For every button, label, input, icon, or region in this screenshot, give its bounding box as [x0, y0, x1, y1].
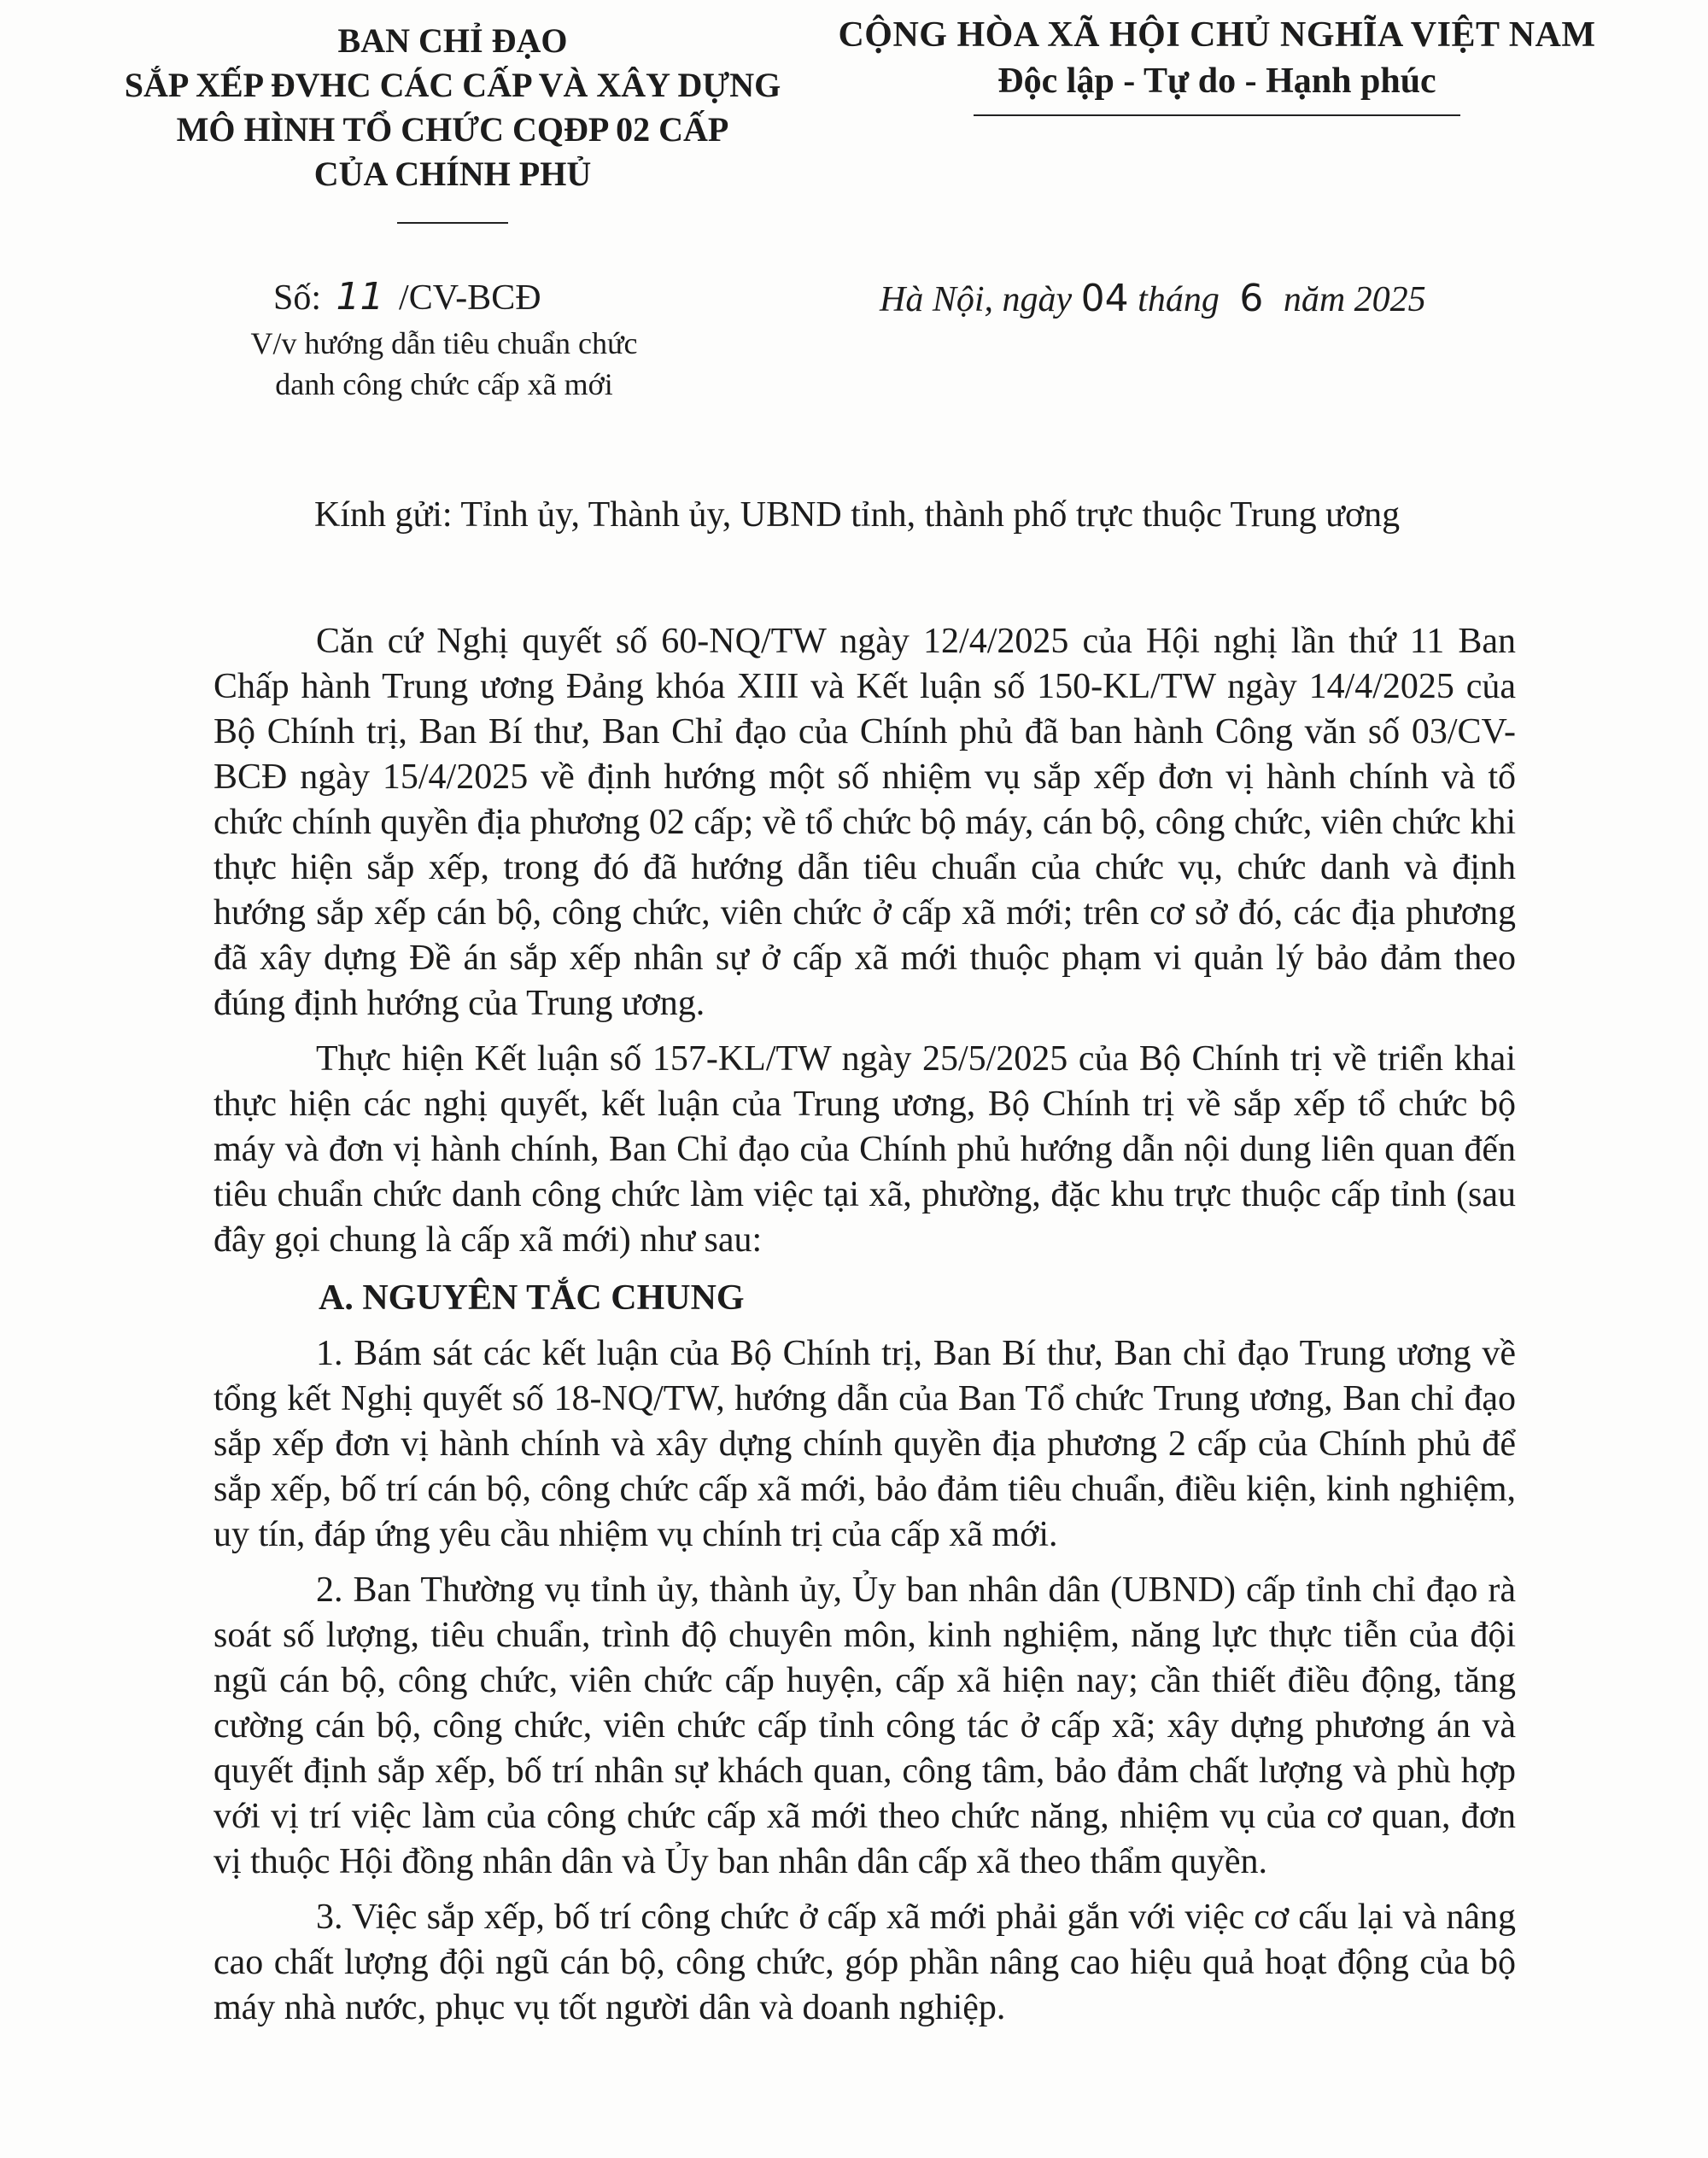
document-body	[214, 619, 1516, 2041]
body-paragraph: Căn cứ Nghị quyết số 60-NQ/TW ngày 12/4/2025 của Hội nghị lần thứ 11 Ban Chấp hành Trung ương Đảng khóa XIII và Kết luận số 150-KL/TW ngày 14/4/2025 của Bộ Chính trị, Ban Bí thư, Ban Chỉ đạo của Chính phủ đã ban hành Công văn số 03/CV-BCĐ ngày 15/4/2025 về định hướng một số nhiệm vụ sắp xếp đơn vị hành chính và tổ chức chính quyền địa phương 02 cấp; về tổ chức bộ máy, cán bộ, công chức, viên chức khi thực hiện sắp xếp, trong đó đã hướng dẫn tiêu chuẩn của chức vụ, chức danh và định hướng sắp xếp cán bộ, công chức, viên chức ở cấp xã mới; trên cơ sở đó, các địa phương đã xây dựng Đề án sắp xếp nhân sự ở cấp xã mới thuộc phạm vi quản lý bảo đảm theo đúng định hướng của Trung ương.	[214, 622, 1516, 1023]
date-place: Hà Nội, ngày	[880, 280, 1073, 319]
section-a-heading: A. NGUYÊN TẮC CHUNG	[319, 1278, 745, 1318]
section-a-item: 2. Ban Thường vụ tỉnh ủy, thành ủy, Ủy ban nhân dân (UBND) cấp tỉnh chỉ đạo rà soát số lượng, tiêu chuẩn, trình độ chuyên môn, kinh nghiệm, năng lực thực tiễn của đội ngũ cán bộ, công chức, viên chức cấp huyện, cấp xã hiện nay; cần thiết điều động, tăng cường cán bộ, công chức, viên chức cấp tỉnh công tác ở cấp xã; xây dựng phương án và quyết định sắp xếp, bố trí nhân sự khách quan, công tâm, bảo đảm chất lượng và phù hợp với vị trí việc làm của công chức cấp xã mới theo chức năng, nhiệm vụ của cơ quan, đơn vị thuộc Hội đồng nhân dân và Ủy ban nhân dân cấp xã theo thẩm quyền.	[214, 1570, 1516, 1881]
doc-number-handwritten: 11	[336, 275, 384, 319]
date-year: năm 2025	[1283, 280, 1426, 319]
agency-line: CỦA CHÍNH PHỦ	[313, 155, 592, 193]
motto-underline	[974, 114, 1460, 116]
national-motto: Độc lập - Tự do - Hạnh phúc	[997, 61, 1436, 101]
doc-number-prefix: Số:	[273, 278, 322, 318]
issuing-agency	[111, 19, 794, 224]
nation-name: CỘNG HÒA XÃ HỘI CHỦ NGHĨA VIỆT NAM	[838, 15, 1596, 55]
recipient-line: Kính gửi: Tỉnh ủy, Thành ủy, UBND tỉnh, thành phố trực thuộc Trung ương	[314, 495, 1401, 535]
agency-line: SẮP XẾP ĐVHC CÁC CẤP VÀ XÂY DỰNG	[124, 66, 781, 104]
document-subject	[128, 323, 760, 405]
agency-line: MÔ HÌNH TỔ CHỨC CQĐP 02 CẤP	[176, 110, 729, 149]
agency-underline	[397, 222, 508, 224]
date-month-handwritten: 6	[1239, 277, 1264, 320]
subject-line: danh công chức cấp xã mới	[275, 367, 613, 401]
subject-line: V/v hướng dẫn tiêu chuẩn chức	[250, 326, 638, 360]
document-number	[273, 273, 541, 322]
agency-line: BAN CHỈ ĐẠO	[337, 21, 568, 60]
section-a-item: 3. Việc sắp xếp, bố trí công chức ở cấp xã mới phải gắn với việc cơ cấu lại và nâng cao chất lượng đội ngũ cán bộ, công chức, góp phần nâng cao hiệu quả hoạt động của bộ máy nhà nước, phục vụ tốt người dân và doanh nghiệp.	[214, 1898, 1516, 2027]
section-a-item: 1. Bám sát các kết luận của Bộ Chính trị, Ban Bí thư, Ban chỉ đạo Trung ương về tổng kết Nghị quyết số 18-NQ/TW, hướng dẫn của Ban Tổ chức Trung ương, Ban chỉ đạo sắp xếp đơn vị hành chính và xây dựng chính quyền địa phương 2 cấp của Chính phủ để sắp xếp, bố trí cán bộ, công chức cấp xã mới, bảo đảm tiêu chuẩn, điều kiện, kinh nghiệm, uy tín, đáp ứng yêu cầu nhiệm vụ chính trị của cấp xã mới.	[214, 1334, 1516, 1554]
doc-number-suffix: /CV-BCĐ	[399, 278, 541, 318]
national-heading	[794, 12, 1640, 116]
body-paragraph: Thực hiện Kết luận số 157-KL/TW ngày 25/5/2025 của Bộ Chính trị về triển khai thực hiện các nghị quyết, kết luận của Trung ương, Bộ Chính trị về sắp xếp tổ chức bộ máy và đơn vị hành chính, Ban Chỉ đạo của Chính phủ hướng dẫn nội dung liên quan đến tiêu chuẩn chức danh công chức làm việc tại xã, phường, đặc khu trực thuộc cấp tỉnh (sau đây gọi chung là cấp xã mới) như sau:	[214, 1039, 1516, 1260]
place-and-date	[880, 275, 1426, 324]
date-day-handwritten: 04	[1080, 277, 1129, 320]
date-month-label: tháng	[1138, 280, 1220, 319]
